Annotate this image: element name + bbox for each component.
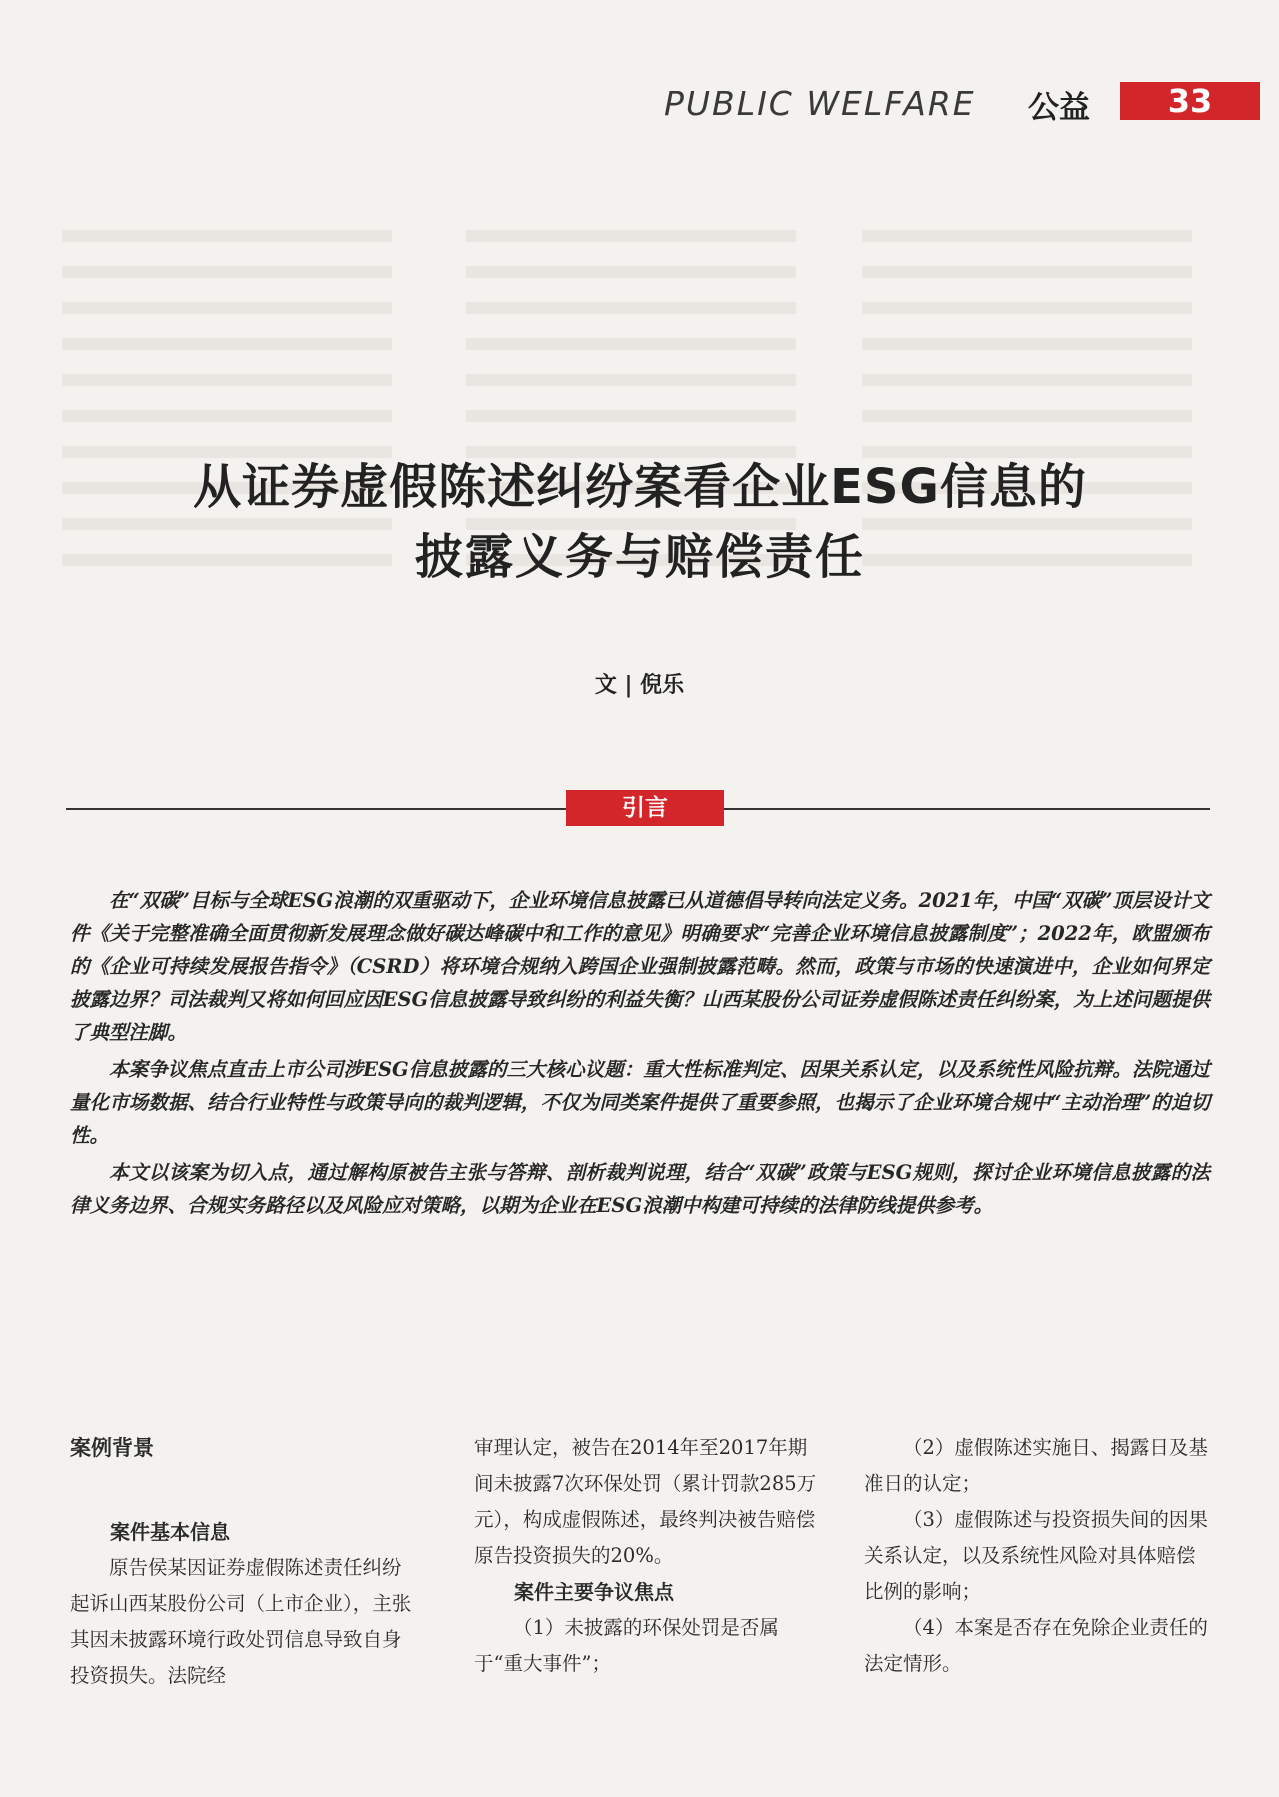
dispute-point: （4）本案是否存在免除企业责任的法定情形。 bbox=[864, 1616, 1208, 1675]
body-column-2 bbox=[474, 1430, 824, 1682]
article-title-line-1: 从证券虚假陈述纠纷案看企业ESG信息的 bbox=[193, 459, 1087, 515]
section-heading: 案例背景 bbox=[70, 1436, 154, 1460]
dispute-point: （1）未披露的环保处罚是否属于“重大事件”； bbox=[474, 1616, 779, 1675]
subheading-dispute-focus: 案件主要争议焦点 bbox=[514, 1580, 674, 1604]
body-column-1 bbox=[70, 1430, 420, 1694]
author-byline: 文 | 倪乐 bbox=[594, 672, 685, 698]
divider-left bbox=[66, 808, 566, 810]
section-name-english: PUBLIC WELFARE bbox=[664, 84, 976, 123]
lead-section bbox=[70, 884, 1210, 1226]
section-name-chinese: 公益 bbox=[1028, 90, 1090, 126]
lead-paragraph: 本文以该案为切入点，通过解构原被告主张与答辩、剖析裁判说理，结合“双碳”政策与ESG规则，探讨企业环境信息披露的法律义务边界、合规实务路径以及风险应对策略，以期为企业在ESG浪潮中构建可持续的法律防线提供参考。 bbox=[70, 1161, 1210, 1217]
lead-paragraph: 在“双碳”目标与全球ESG浪潮的双重驱动下，企业环境信息披露已从道德倡导转向法定义务。2021年，中国“双碳”顶层设计文件《关于完整准确全面贯彻新发展理念做好碳达峰碳中和工作的意见》明确要求“完善企业环境信息披露制度”；2022年，欧盟颁布的《企业可持续发展报告指令》（CSRD）将环境合规纳入跨国企业强制披露范畴。然而，政策与市场的快速演进中，企业如何界定披露边界？司法裁判又将如何回应因ESG信息披露导致纠纷的利益失衡？山西某股份公司证券虚假陈述责任纠纷案，为上述问题提供了典型注脚。 bbox=[70, 889, 1210, 1044]
dispute-point: （3）虚假陈述与投资损失间的因果关系认定，以及系统性风险对具体赔偿比例的影响； bbox=[864, 1508, 1208, 1603]
intro-label: 引言 bbox=[566, 790, 724, 826]
dispute-point: （2）虚假陈述实施日、揭露日及基准日的认定； bbox=[864, 1436, 1208, 1495]
article-title-line-2: 披露义务与赔偿责任 bbox=[414, 529, 865, 585]
page-number: 33 bbox=[1120, 82, 1260, 120]
body-paragraph: 原告侯某因证券虚假陈述责任纠纷起诉山西某股份公司（上市企业），主张其因未披露环境行政处罚信息导致自身投资损失。法院经 bbox=[70, 1556, 412, 1687]
body-paragraph-continued: 审理认定，被告在2014年至2017年期间未披露7次环保处罚（累计罚款285万元），构成虚假陈述，最终判决被告赔偿原告投资损失的20%。 bbox=[474, 1436, 817, 1567]
divider-right bbox=[724, 808, 1210, 810]
lead-paragraph: 本案争议焦点直击上市公司涉ESG信息披露的三大核心议题：重大性标准判定、因果关系认定，以及系统性风险抗辩。法院通过量化市场数据、结合行业特性与政策导向的裁判逻辑，不仅为同类案件提供了重要参照，也揭示了企业环境合规中“主动治理”的迫切性。 bbox=[70, 1058, 1210, 1147]
body-column-3 bbox=[864, 1430, 1209, 1682]
running-header bbox=[660, 80, 1272, 128]
subheading-basic-info: 案件基本信息 bbox=[110, 1520, 230, 1544]
